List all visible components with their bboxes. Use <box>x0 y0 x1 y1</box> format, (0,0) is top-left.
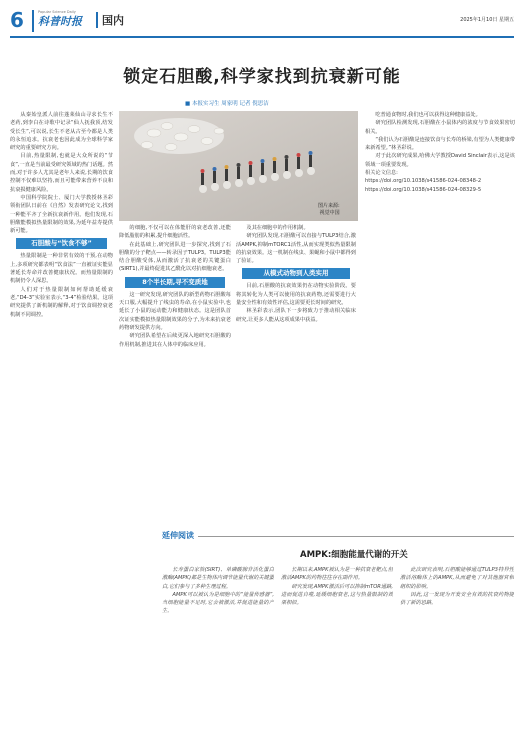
subheading: 8个半长期,寻不变质地 <box>125 277 225 288</box>
paragraph: 此次研究表明,石胆酸能够通过TULP3特异性激活溶酶体上的AMPK,从而避免了对其他器官和组织的影响。 <box>400 567 514 590</box>
article-column-2 <box>119 224 231 534</box>
paragraph: 这一研究发现,研究团队的新型药物石胆酸每天口服,大幅提升了线虫的寿命,在小鼠实验中,也延长了小鼠的运动能力和健康状态。这是团队首次证实能模拟热量限制效果的分子,为未来抗衰老药物研发提供方向。 <box>119 291 231 331</box>
photo-caption <box>318 203 340 217</box>
paragraph: 在此基础上,研究团队进一步探究,找到了石胆酸的分子靶点——转录因子TULP3。TULP3能结合胆酸受体,从而激活了抗衰老的关键蛋白(SIRT1),并最终促进其乙酰化以对抗细胞衰老。 <box>119 241 231 273</box>
subheading: 石胆酸与“饮食不够” <box>16 238 107 249</box>
byline-text: 本报实习生 周家明 记者 倪思洁 <box>191 101 269 107</box>
sidebar-headline: AMPK:细胞能量代谢的开关 <box>300 550 408 560</box>
article-column-1 <box>10 111 113 730</box>
article-column-4 <box>365 111 515 531</box>
paragraph: 对于此次研究成果,哈佛大学教授David Sinclair表示,这是该领域一项重要发现。 <box>365 153 515 168</box>
article-column-3 <box>236 224 356 534</box>
sidebar-column-1 <box>162 566 274 726</box>
references-label: 相关论文信息: <box>365 170 398 177</box>
paragraph: 研究团队发现,石胆酸可以直接与TULP3结合,激活AMPK,抑制mTORC1活性,从而实现类似热量限制的抗衰效果。这一机制在线虫、果蝇和小鼠中都得到了验证。 <box>236 233 356 265</box>
caption-line: 视觉中国 <box>319 210 340 216</box>
paragraph: AMPK可以被认为是细胞中的“能量传感器”,当细胞能量不足时,它会被激活,并促进能量的产生。 <box>162 591 274 615</box>
paragraph: “我们认为石胆酸是连接饮食与长寿的桥梁,有望为人类健康带来新希望。”林圣彩说。 <box>365 136 515 152</box>
reference-link[interactable]: https://doi.org/10.1038/s41586-024-08348-2 <box>365 178 482 185</box>
paragraph: 因此,这一发现为开发安全有效的抗衰药物提供了新的思路。 <box>400 591 514 607</box>
paragraph: 及其在细胞中的作用机制。 <box>246 225 309 231</box>
paragraph: 林圣彩表示,团队下一步将致力于推动相关临床研究,让更多人能从这项成果中获益。 <box>236 308 356 323</box>
subheading: 从模式动物到人类实用 <box>242 268 350 279</box>
references <box>365 169 515 194</box>
masthead <box>10 6 514 38</box>
paragraph: 中国科学院院士、厦门大学教授林圣彩领衔团队日前在《自然》发表研究论文,找到一种能平齐了全新抗衰新作用。他们发现,石胆酸能模拟热量限制的效果,为延年益寿提供新可能。 <box>10 194 113 235</box>
article-byline <box>185 99 269 107</box>
paragraph: 热量限制是一种非常有效的干预,在动物上,多项研究都表明“饮食法”一直被证实能显著延长寿命并改善健康状况。而热量限制的机制仍令人深思。 <box>10 253 113 285</box>
sidebar-column-3 <box>400 566 514 726</box>
issue-date: 2025年1月10日 星期五 <box>460 17 514 23</box>
newspaper-logo <box>32 10 92 32</box>
page-number: 6 <box>10 8 24 32</box>
sidebar-label: 延伸阅读 <box>162 530 198 541</box>
paragraph: 人们对于热量限制如何帮助延缓衰老,“D4-3”实验室表示,“3-4”检验结果。这项研究提供了新机制的解释,对于饮食调控衰老机制不同调控。 <box>10 286 113 318</box>
paragraph: 的细胞,不仅可以在体能肝的衰老改善,还能降低脂肪的积累,提升细胞活性。 <box>119 225 231 240</box>
article-headline: 锁定石胆酸,科学家找到抗衰新可能 <box>123 67 401 87</box>
paragraph: 研究发现,AMPK激活后可以抑制mTOR通路,进而促进自噬,延缓细胞衰老,这与热量限制的效果相似。 <box>281 583 393 607</box>
paragraph: 吃普通食物时,我们也可以获得这种健康益处。 <box>375 112 481 118</box>
bullet-icon: ■ <box>185 101 191 107</box>
logo-subtitle: Popular Science Daily <box>38 10 76 14</box>
reference-link[interactable]: https://doi.org/10.1038/s41586-024-08329-5 <box>365 186 482 193</box>
paragraph: 目前,热量限制,也就是大众所说的“节食”,一直是当前最受研究领域的热门话题。然而,对于许多人尤其是老年人来说,长期的饮食控制不仅难以坚持,而且可能带来营养不良和抗衰损健康风险。 <box>10 153 113 193</box>
paragraph: 从秦始皇派人前往蓬莱仙山寻求长生不老药,到李白在诗歌中记录“仙人抚我顶,结发受长生”,可以说,长生不老从古至今都是人类的永恒追求。抗衰老也因此成为全球科学家研究的重要研究方向。 <box>10 112 113 152</box>
paragraph: 研究团队检测发现,石胆酸在小鼠体内的浓度与节食效果密切相关。 <box>365 120 515 135</box>
paragraph: 研究团队希望在后续更深入地研究石胆酸的作用机制,推进其在人体中的临床应用。 <box>119 333 231 348</box>
paragraph: 长期以来,AMPK被认为是一种抗衰老靶点,但激活AMPK的药物往往存在副作用。 <box>281 567 393 582</box>
caption-line: 图片来源: <box>318 203 340 209</box>
paragraph: 长寿蛋白家族(SIRT)、单磷酸腺苷活化蛋白激酶(AMPK)都是生物体内调节能量代谢的关键蛋白,它们参与了多种生理过程。 <box>162 567 274 590</box>
logo-title: 科普时报 <box>38 15 82 28</box>
section-name: 国内 <box>96 12 124 28</box>
paragraph: 目前,石胆酸的抗衰效果仍在动物实验阶段。要将其转化为人类可以使用的抗衰药物,还需要进行大量安全性和有效性评估,这需要更长时间的研究。 <box>236 283 356 307</box>
sidebar-column-2 <box>281 566 393 726</box>
